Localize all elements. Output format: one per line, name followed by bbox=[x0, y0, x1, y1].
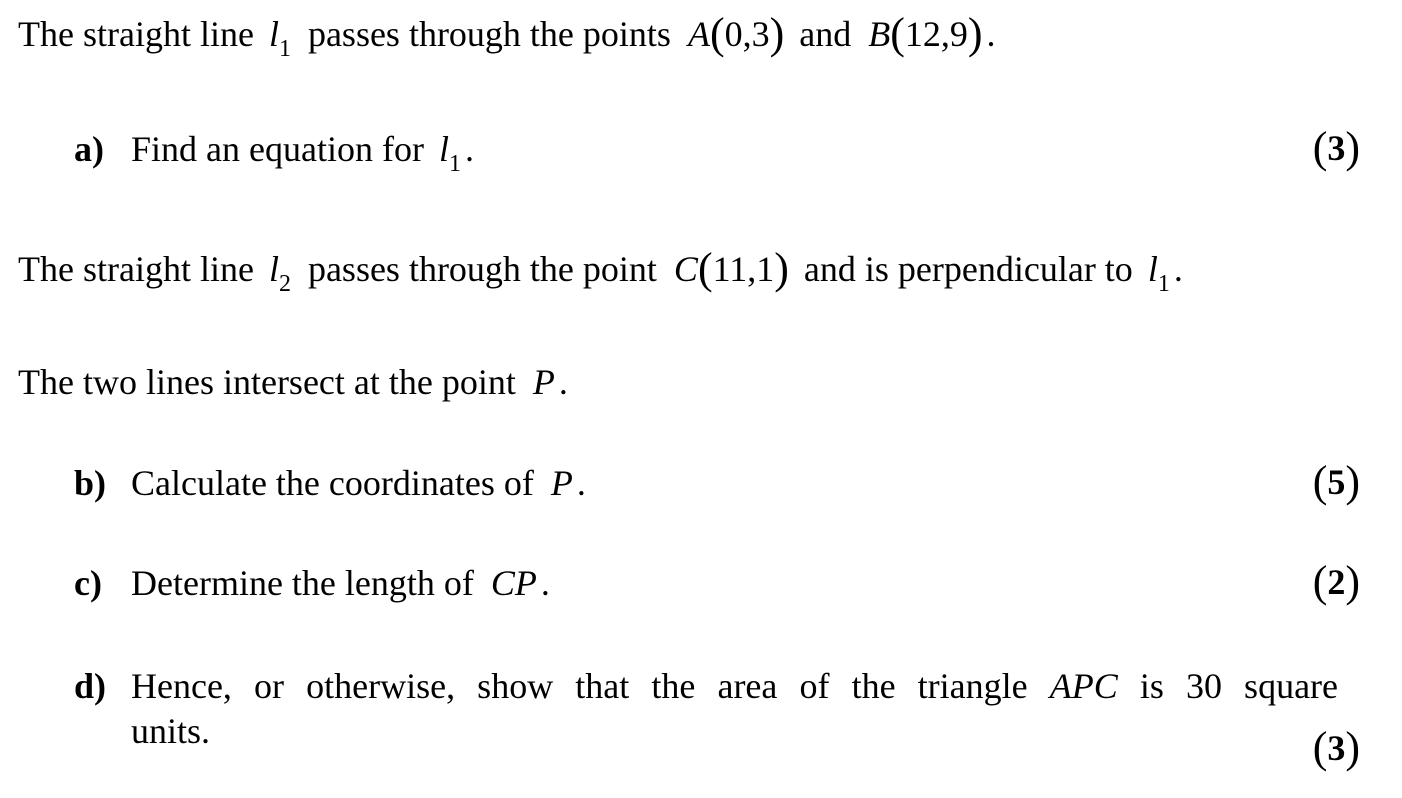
point-a-coords: (0,3) bbox=[709, 9, 785, 58]
line-l1-symbol: $l_1$ bbox=[268, 14, 291, 62]
intersection-statement: The two lines intersect at the point P . bbox=[18, 362, 568, 402]
part-c-variable: CP bbox=[490, 563, 537, 603]
part-d-variable: APC bbox=[1049, 666, 1118, 706]
part-c-label: c) bbox=[74, 563, 102, 603]
part-d-marks: (3) bbox=[1312, 723, 1360, 772]
intro-line bbox=[18, 10, 996, 61]
part-a-variable: $l_1$ bbox=[438, 129, 461, 177]
part-a-label: a) bbox=[74, 129, 104, 169]
part-b-variable: P bbox=[550, 463, 573, 503]
part-c-question: Determine the length of CP . bbox=[131, 563, 550, 603]
part-d-label: d) bbox=[74, 666, 107, 706]
point-c-label: C bbox=[673, 249, 698, 289]
line-l1-ref-symbol: $l_1$ bbox=[1147, 249, 1170, 297]
point-b-coords: (12,9) bbox=[890, 9, 983, 58]
part-a-text: Find an equation for bbox=[131, 129, 424, 169]
point-p-label: P bbox=[532, 362, 555, 402]
intro-text-1: The straight line bbox=[18, 14, 254, 54]
line-l2-statement: The straight line $l_2$ passes through the point C(11,1) and is perpendicular to $l_1$ . bbox=[18, 244, 1183, 297]
part-d-question-line2: units. bbox=[131, 711, 211, 751]
point-a-label: A bbox=[687, 14, 710, 54]
intro-text-2: passes through the points bbox=[307, 14, 671, 54]
point-c-coords: (11,1) bbox=[697, 244, 789, 293]
intro-text-3: and bbox=[799, 14, 852, 54]
part-c-marks: (2) bbox=[1312, 557, 1360, 606]
point-b-label: B bbox=[868, 14, 891, 54]
part-a-marks: (3) bbox=[1312, 123, 1360, 172]
part-a-question: Find an equation for $l_1$ . bbox=[131, 129, 474, 177]
intro-period: . bbox=[986, 14, 996, 54]
part-b-question: Calculate the coordinates of P . bbox=[131, 463, 586, 503]
part-b-marks: (5) bbox=[1312, 457, 1360, 506]
line-l2-symbol: $l_2$ bbox=[268, 249, 291, 297]
part-b-label: b) bbox=[74, 463, 107, 503]
part-d-question-line1: Hence, or otherwise, show that the area of the triangle APC is 30 square bbox=[131, 666, 1339, 706]
